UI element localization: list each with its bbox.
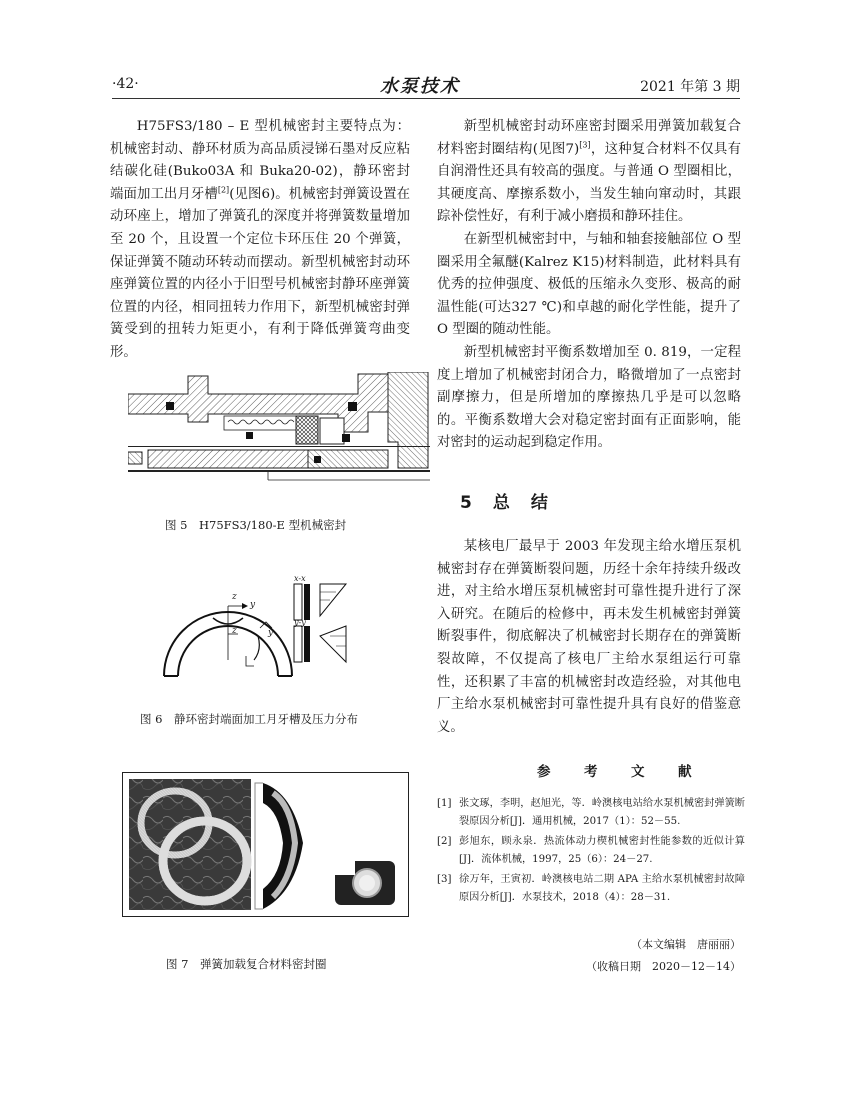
axis-label-z: z (232, 592, 237, 602)
axis-label-z: z (232, 626, 237, 636)
page-number: ·42· (112, 76, 139, 92)
left-column-text (110, 116, 410, 365)
figure-5-drawing (128, 372, 430, 502)
figure-6-caption: 图 6 静环密封端面加工月牙槽及压力分布 (140, 712, 358, 726)
mechanical-seal-section-drawing (128, 372, 430, 502)
journal-title: 水泵技术 (380, 76, 460, 97)
figure-6-drawing (158, 576, 358, 688)
citation: [2] (217, 185, 230, 195)
figure-7-caption: 图 7 弹簧加载复合材料密封圈 (166, 957, 327, 971)
received-date: （收稿日期 2020－12－14） (586, 960, 741, 973)
editor-note: （本文编辑 唐丽丽） (631, 938, 741, 951)
right-column-text (437, 116, 741, 455)
conclusion-text (437, 536, 741, 739)
page-header (112, 72, 740, 99)
issue-label: 2021 年第 3 期 (640, 79, 740, 95)
citation: [3] (579, 140, 591, 150)
paragraph: 某核电厂最早于 2003 年发现主给水增压泵机械密封存在弹簧断裂问题，历经十余年持续升级改进，对主给水增压泵机械密封可靠性提升进行了深入研究。在随后的检修中，再未发生机械密封弹簧断裂事件，彻底解决了机械密封长期存在的弹簧断裂故障，不仅提高了核电厂主给水泵组运行可靠性，还积累了丰富的机械密封改造经验，对其他电厂主给水泵机械密封可靠性提升具有良好的借鉴意义。 (437, 539, 741, 735)
paragraph: 新型机械密封平衡系数增加至 0. 819，一定程度上增加了机械密封闭合力，略微增加了一点密封副摩擦力，但是所增加的摩擦热几乎是可以忽略的。平衡系数增大会对稳定密封面有正面影响，能对密封的运动起到稳定作用。 (437, 344, 741, 451)
axis-label-y: y (268, 628, 274, 638)
section-heading: 5 总 结 (460, 493, 550, 513)
paragraph: 在新型机械密封中，与轴和轴套接触部位 O 型圈采用全氟醚(Kalrez K15)材料制造，此材料具有优秀的拉伸强度、极低的压缩永久变形、极高的耐温性能(可达327 ℃)和卓越的耐化学性能，提升了 O 型圈的随动性能。 (437, 231, 741, 338)
figure-7-photo-frame (122, 772, 409, 917)
spring-loaded-seal-ring-illustration (123, 773, 408, 916)
reference-item: [1] 张文琢，李明，赵旭光，等．岭澳核电站给水泵机械密封弹簧断裂原因分析[J]．通用机械，2017（1）：52－55. (437, 798, 745, 827)
reference-item: [3] 徐万年，王寅初．岭澳核电站二期 APA 主给水泵机械密封故障原因分析[J]．水泵技术，2018（4）：28－31. (437, 874, 745, 903)
reference-item: [2] 彭旭东，顾永泉．热流体动力楔机械密封性能参数的近似计算[J]．流体机械，1997，25（6）：24－27. (437, 836, 745, 865)
references-title: 参 考 文 献 (537, 764, 702, 780)
section-label-yy: y-y (294, 618, 306, 627)
figure-5-caption: 图 5 H75FS3/180-E 型机械密封 (165, 518, 347, 532)
section-label-xx: x-x (294, 574, 306, 583)
crescent-groove-pressure-diagram (158, 576, 358, 688)
paragraph: 新型机械密封动环座密封圈采用弹簧加载复合材料密封圈结构(见图7)[3]，这种复合材料不仅具有自润滑性还具有较高的强度。与普通 O 型圈相比，其硬度高、摩擦系数小，当发生轴向窜动时，其跟踪补偿性好，有利于减小磨损和静环挂住。 (437, 119, 741, 225)
references-list (437, 795, 745, 909)
paragraph: H75FS3/180 – E 型机械密封主要特点为：机械密封动、静环材质为高品质浸锑石墨对反应粘结碳化硅(Buko03A 和 Buka20-02)，静环密封端面加工出月牙槽[2](见图6)。机械密封弹簧设置在动环座上，增加了弹簧孔的深度并将弹簧数量增加至 20 个，且设置一个定位卡环压住 20 个弹簧，保证弹簧不随动环转动而摆动。新型机械密封动环座弹簧位置的内径小于旧型号机械密封静环座弹簧位置的内径，相同扭转力作用下，新型机械密封弹簧受到的扭转力矩更小，有利于降低弹簧弯曲变形。 (110, 119, 411, 360)
axis-label-y: y (250, 600, 256, 610)
